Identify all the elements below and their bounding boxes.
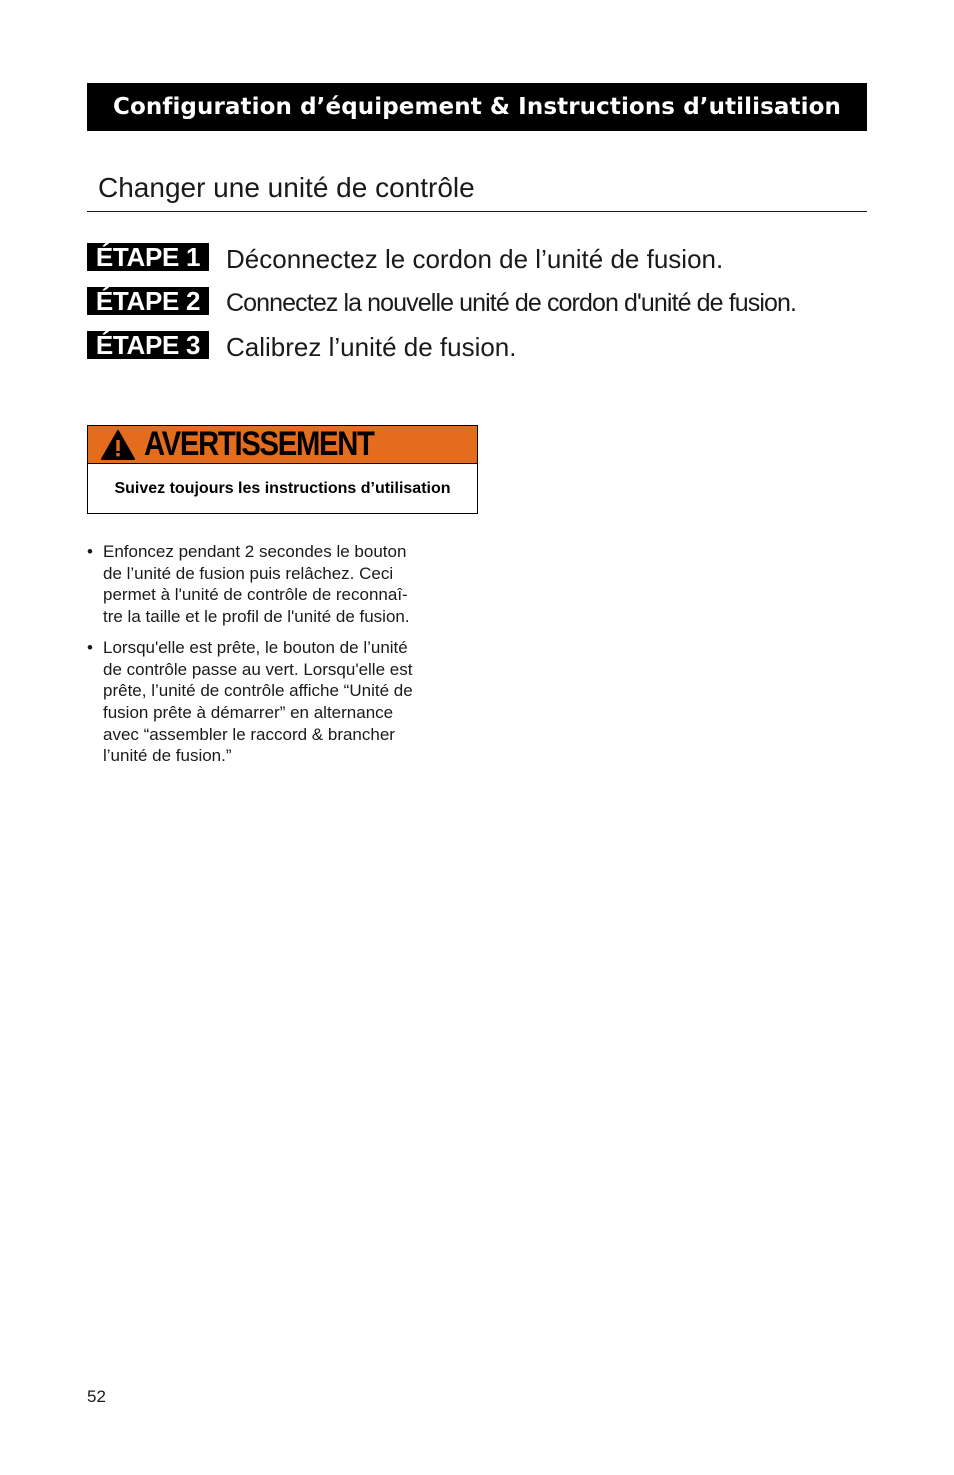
bullet-2-line-3: prête, l’unité de contrôle affiche “Unité de	[103, 681, 413, 701]
section-title: Changer une unité de contrôle	[98, 172, 475, 203]
bullet-item-1	[87, 541, 467, 628]
step-1-badge: ÉTAPE 1	[87, 243, 209, 271]
bullet-2-line-2: de contrôle passe au vert. Lorsqu'elle est	[103, 659, 413, 679]
section-divider	[87, 211, 867, 212]
steps-list	[87, 237, 887, 369]
warning-label: AVERTISSEMENT	[144, 425, 374, 463]
warning-box	[87, 425, 478, 514]
bullet-symbol: •	[87, 542, 93, 561]
header-bar	[87, 83, 867, 131]
bullet-2-line-6: l’unité de fusion.”	[103, 746, 232, 766]
step-1	[87, 237, 887, 281]
warning-triangle-icon	[100, 429, 136, 461]
warning-message: Suivez toujours les instructions d’utilisation	[114, 479, 451, 497]
bullet-2-line-5: avec “assembler le raccord & brancher	[103, 724, 395, 744]
bullet-1-line-1: Enfoncez pendant 2 secondes le bouton	[103, 542, 407, 561]
bullet-symbol: •	[87, 637, 93, 657]
bullet-1-line-4: tre la taille et le profil de l'unité de fusion.	[103, 607, 410, 627]
step-2-text: Connectez la nouvelle unité de cordon d'unité de fusion.	[226, 288, 797, 317]
bullet-2-line-4: fusion prête à démarrer” en alternance	[103, 702, 394, 722]
step-3	[87, 325, 887, 369]
step-1-text: Déconnectez le cordon de l’unité de fusion.	[226, 243, 724, 274]
header-title: Configuration d’équipement & Instructions d’utilisation	[112, 94, 841, 120]
step-3-badge: ÉTAPE 3	[87, 331, 209, 359]
step-2-badge: ÉTAPE 2	[87, 287, 209, 315]
bullet-1-line-3: permet à l'unité de contrôle de reconnaî-	[103, 585, 408, 605]
step-2	[87, 281, 887, 325]
page-number: 52	[87, 1387, 106, 1406]
bullet-list	[87, 541, 467, 776]
bullet-2-line-1: Lorsqu'elle est prête, le bouton de l’unité	[103, 637, 408, 657]
step-3-text: Calibrez l’unité de fusion.	[226, 331, 517, 362]
warning-header	[88, 426, 477, 464]
bullet-1-line-2: de l’unité de fusion puis relâchez. Ceci	[103, 563, 394, 583]
bullet-item-2	[87, 637, 467, 767]
